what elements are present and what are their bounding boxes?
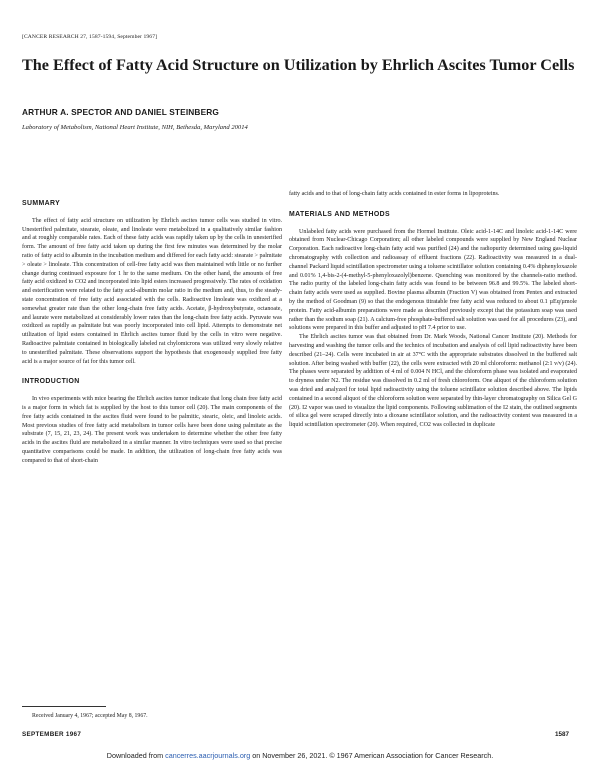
summary-paragraph: The effect of fatty acid structure on utilization by Ehrlich ascites tumor cells was studied in vitro. Unesterified palmitate, stearate, oleate, and linoleate were metabolized in a qualitatively similar fashion and at roughly comparable rates. Each of these fatty acids was rapidly taken up by the cells in unesterified form. The amount of free fatty acid taken up during the first few minutes was determined by the molar ratio of fatty acid to albumin in the incubation medium and differed for each fatty acid: stearate > palmitate > oleate > linoleate. This concentration of cell-free fatty acid was then maintained with little or no further change during continued exposure for 1 hr to the same medium. On the other hand, the amounts of free fatty acid oxidized to CO2 and incorporated into lipid esters increased progressively. The rates of oxidation and esterification were related to the fatty acid-albumin molar ratio in the medium and, thus, to the steady-state concentration of free fatty acid associated with the cells. Radioactive linoleate was oxidized at a somewhat greater rate than the other long-chain free fatty acids. Acetate, β-hydroxybutyrate, octanoate, and laurate were metabolized at considerably lower rates than the long-chain free fatty acids. Pyruvate was oxidized as rapidly as palmitate but was poorly incorporated into cell lipid. Attempts to demonstrate net utilization of lipid esters contained in Ehrlich ascites tumor fluid by the cells in vitro were negative. Radioactive palmitate contained in biologically labeled rat chylomicrons was utilized very slowly relative to unesterified palmitate. These observations support the hypothesis that exogenously supplied free fatty acid is a major source of fat for this tumor cell. — [22, 217, 282, 365]
right-column — [289, 190, 577, 430]
received-footnote: Received January 4, 1967; accepted May 8, 1967. — [32, 713, 148, 719]
article-authors: ARTHUR A. SPECTOR AND DANIEL STEINBERG — [22, 107, 220, 117]
introduction-paragraph: In vivo experiments with mice bearing the Ehrlich ascites tumor indicate that long chain free fatty acid is a major form in which fat is supplied by the host to this tumor cell (20). The main components of the free fatty acids contained in the ascites fluid were found to be palmitic, stearic, oleic, and linoleic acids. Most previous studies of free fatty acid metabolism in tumor cells have been done using palmitate as the substrate (7, 15, 21, 23, 24). The present work was undertaken to determine whether the other free fatty acids in the ascites fluid are metabolized in a similar manner. In vitro techniques were used so that precise quantitative comparisons could be made. In addition, the utilization of long-chain free fatty acids was compared to that of short-chain — [22, 396, 282, 464]
methods-paragraph-1: Unlabeled fatty acids were purchased from the Hormel Institute. Oleic acid-1-14C and linoleic acid-1-14C were obtained from Nuclear-Chicago Corporation; all other labeled compounds were supplied by New England Nuclear Corporation. Each radioactive long-chain fatty acid was purified (24) and the radiopurity determined using gas-liquid chromatography with collection and radioassay of effluent fractions (22). Radioactivity was measured in a dual-channel Packard liquid scintillation spectrometer using a toluene scintillator solution containing 0.4% diphenyloxazole and 0.01% 1,4-bis-2-(4-methyl-5-phenyloxazolyl)benzene. Quenching was monitored by the channels-ratio method. The radio purity of the labeled long-chain fatty acids was found to be between 96.8 and 99.5%. The labeled short-chain fatty acids were used as supplied. Bovine plasma albumin (Fraction V) was obtained from Pentex and extracted by the method of Goodman (9) so that the endogenous titratable free fatty acid was reduced to about 0.1 µEq/µmole protein. Fatty acid-albumin preparations were made as described previously except that the potassium soap was used rather than the sodium soap (21). A calcium-free phosphate-buffered salt solution was used for all procedures (23), and solutions were prepared in this buffer and adjusted to pH 7.4 prior to use. — [289, 228, 577, 332]
footnote-rule — [22, 706, 106, 707]
journal-site-link[interactable]: cancerres.aacrjournals.org — [165, 751, 251, 760]
download-notice — [22, 751, 578, 760]
download-suffix: on November 26, 2021. © 1967 American Association for Cancer Research. — [252, 751, 494, 760]
continued-paragraph: fatty acids and to that of long-chain fatty acids contained in ester forms in lipoproteins. — [289, 191, 500, 197]
left-column — [22, 200, 282, 466]
methods-paragraph-2: The Ehrlich ascites tumor was that obtained from Dr. Mark Woods, National Cancer Institute (20). Methods for harvesting and washing the tumor cells and the technics of incubation and analysis of cell lipid radioactivity have been described (21–24). Cells were incubated in air at 37°C with the appropriate substrates dissolved in the buffered salt solution. After being washed with buffer (22), the cells were extracted with 20 ml chloroform: methanol (2:1 v/v) (24). The phases were separated by addition of 4 ml of 0.004 N HCl, and the chloroform phase was isolated and evaporated to dryness under N2. The residue was dissolved in 0.2 ml of fresh chloroform. One aliquot of the chloroform solution was dried and analyzed for total lipid radioactivity using the toluene scintillator solution described above. The lipids contained in a second aliquot of the chloroform solution were separated by thin-layer chromatography on Silica Gel G (20). I2 vapor was used to visualize the lipid components. Following sublimation of the I2 stain, the outlined segments of silica gel were scraped directly into a dioxane scintillator solution, and the radioactivity content was measured in a liquid scintillation spectrometer (20). When required, CO2 was collected in duplicate — [289, 334, 577, 429]
journal-header-line: [CANCER RESEARCH 27, 1587-1594, September 1967] — [22, 34, 158, 40]
methods-heading: MATERIALS AND METHODS — [289, 210, 391, 218]
article-title: The Effect of Fatty Acid Structure on Utilization by Ehrlich Ascites Tumor Cells — [22, 56, 575, 74]
download-prefix: Downloaded from — [106, 751, 164, 760]
summary-heading: SUMMARY — [22, 200, 61, 207]
footer-page-number: 1587 — [555, 731, 570, 738]
author-affiliation: Laboratory of Metabolism, National Heart Institute, NIH, Bethesda, Maryland 20014 — [22, 124, 248, 131]
introduction-heading: INTRODUCTION — [22, 378, 80, 386]
footer-issue-date: SEPTEMBER 1967 — [22, 731, 82, 738]
